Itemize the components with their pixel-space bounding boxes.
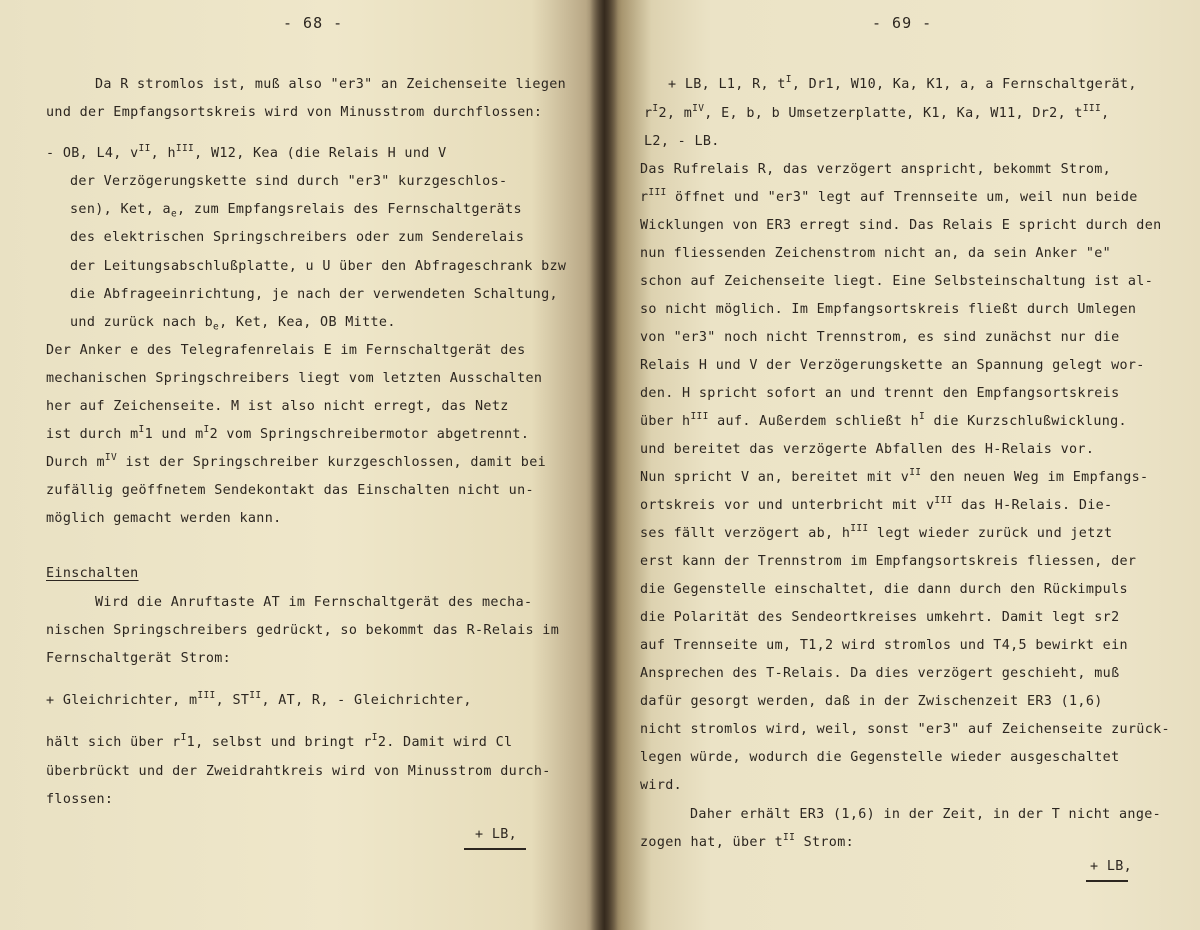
page-number: - 69 - bbox=[872, 14, 933, 32]
text-line: $r^I2$, $m^{IV}$, E, b, b Umsetzerplatte, K1, Ka, W11, Dr2, $t^{III}$, bbox=[644, 102, 1110, 121]
text-line: die Polarität des Sendeortkreises umkehrt. Damit legt sr2 bbox=[640, 610, 1120, 625]
text-line: den. H spricht sofort an und trennt den Empfangsortskreis bbox=[640, 386, 1120, 401]
text-line: mechanischen Springschreibers liegt vom letzten Ausschalten bbox=[46, 371, 543, 386]
text-line: zogen hat, über $t^{II}$ Strom: bbox=[640, 831, 855, 850]
footer-rule bbox=[1086, 880, 1128, 882]
text-line: wird. bbox=[640, 778, 683, 793]
text-line: nun fliessenden Zeichenstrom nicht an, da sein Anker "e" bbox=[640, 246, 1112, 261]
text-line: erst kann der Trennstrom im Empfangsortskreis fliessen, der bbox=[640, 554, 1137, 569]
text-line: ses fällt verzögert ab, $h^{III}$ legt wieder zurück und jetzt bbox=[640, 522, 1113, 541]
text-line: flossen: bbox=[46, 792, 114, 807]
page-number: - 68 - bbox=[283, 14, 344, 32]
text-line: Durch $m^{IV}$ ist der Springschreiber kurzgeschlossen, damit bei bbox=[46, 451, 547, 470]
text-line: der Verzögerungskette sind durch "er3" kurzgeschlos- bbox=[70, 174, 508, 189]
book-gutter bbox=[590, 0, 618, 930]
text-line: Ansprechen des T-Relais. Da dies verzögert geschieht, muß bbox=[640, 666, 1120, 681]
section-heading: Einschalten bbox=[46, 566, 139, 581]
text-line: die Gegenstelle einschaltet, die dann durch den Rückimpuls bbox=[640, 582, 1128, 597]
text-line: - OB, L4, $v^{II}$, $h^{III}$, W12, Kea (die Relais H und V bbox=[46, 142, 447, 161]
text-line: über $h^{III}$ auf. Außerdem schließt $h^I$ die Kurzschlußwicklung. bbox=[640, 410, 1127, 429]
text-line: sen), Ket, $a_e$, zum Empfangsrelais des Fernschaltgeräts bbox=[70, 202, 522, 220]
right-page bbox=[604, 0, 1200, 930]
text-line: + Gleichrichter, $m^{III}$, $ST^{II}$, AT, R, - Gleichrichter, bbox=[46, 689, 472, 708]
footer-rule bbox=[464, 848, 526, 850]
text-line: und zurück nach $b_e$, Ket, Kea, OB Mitte. bbox=[70, 315, 396, 333]
continuation-marker: + LB, bbox=[1090, 859, 1133, 874]
text-line: des elektrischen Springschreibers oder zum Senderelais bbox=[70, 230, 525, 245]
text-line: und der Empfangsortskreis wird von Minusstrom durchflossen: bbox=[46, 105, 543, 120]
text-line: Wird die Anruftaste AT im Fernschaltgerät des mecha- bbox=[95, 595, 533, 610]
text-line: Da R stromlos ist, muß also "er3" an Zeichenseite liegen bbox=[95, 77, 567, 92]
text-line: so nicht möglich. Im Empfangsortskreis fließt durch Umlegen bbox=[640, 302, 1137, 317]
continuation-marker: + LB, bbox=[475, 827, 518, 842]
text-line: L2, - LB. bbox=[644, 134, 720, 149]
text-line: + LB, L1, R, $t^I$, Dr1, W10, Ka, K1, a, a Fernschaltgerät, bbox=[668, 73, 1137, 92]
text-line: überbrückt und der Zweidrahtkreis wird von Minusstrom durch- bbox=[46, 764, 551, 779]
text-line: möglich gemacht werden kann. bbox=[46, 511, 282, 526]
text-line: schon auf Zeichenseite liegt. Eine Selbsteinschaltung ist al- bbox=[640, 274, 1154, 289]
text-line: Das Rufrelais R, das verzögert anspricht, bekommt Strom, bbox=[640, 162, 1112, 177]
text-line: nicht stromlos wird, weil, sonst "er3" auf Zeichenseite zurück- bbox=[640, 722, 1170, 737]
text-line: zufällig geöffnetem Sendekontakt das Einschalten nicht un- bbox=[46, 483, 534, 498]
text-line: legen würde, wodurch die Gegenstelle wieder ausgeschaltet bbox=[640, 750, 1120, 765]
text-line: her auf Zeichenseite. M ist also nicht erregt, das Netz bbox=[46, 399, 509, 414]
text-line: dafür gesorgt werden, daß in der Zwischenzeit ER3 (1,6) bbox=[640, 694, 1103, 709]
text-line: ortskreis vor und unterbricht mit $v^{III}$ das H-Relais. Die- bbox=[640, 494, 1113, 513]
text-line: $r^{III}$ öffnet und "er3" legt auf Trennseite um, weil nun beide bbox=[640, 186, 1138, 205]
text-line: Nun spricht V an, bereitet mit $v^{II}$ den neuen Weg im Empfangs- bbox=[640, 466, 1149, 485]
text-line: hält sich über $r^I1$, selbst und bringt $r^I2$. Damit wird Cl bbox=[46, 731, 513, 750]
text-line: die Abfrageeinrichtung, je nach der verwendeten Schaltung, bbox=[70, 287, 558, 302]
text-line: auf Trennseite um, T1,2 wird stromlos und T4,5 bewirkt ein bbox=[640, 638, 1128, 653]
text-line: Relais H und V der Verzögerungskette an Spannung gelegt wor- bbox=[640, 358, 1145, 373]
text-line: und bereitet das verzögerte Abfallen des H-Relais vor. bbox=[640, 442, 1095, 457]
text-line: von "er3" noch nicht Trennstrom, es sind zunächst nur die bbox=[640, 330, 1120, 345]
text-line: Daher erhält ER3 (1,6) in der Zeit, in der T nicht ange- bbox=[690, 807, 1162, 822]
text-line: nischen Springschreibers gedrückt, so bekommt das R-Relais im bbox=[46, 623, 560, 638]
text-line: Der Anker e des Telegrafenrelais E im Fernschaltgerät des bbox=[46, 343, 526, 358]
text-line: ist durch $m^I1$ und $m^I2$ vom Springschreibermotor abgetrennt. bbox=[46, 423, 530, 442]
text-line: Wicklungen von ER3 erregt sind. Das Relais E spricht durch den bbox=[640, 218, 1162, 233]
text-line: der Leitungsabschlußplatte, u U über den Abfrageschrank bzw bbox=[70, 259, 567, 274]
text-line: Fernschaltgerät Strom: bbox=[46, 651, 232, 666]
